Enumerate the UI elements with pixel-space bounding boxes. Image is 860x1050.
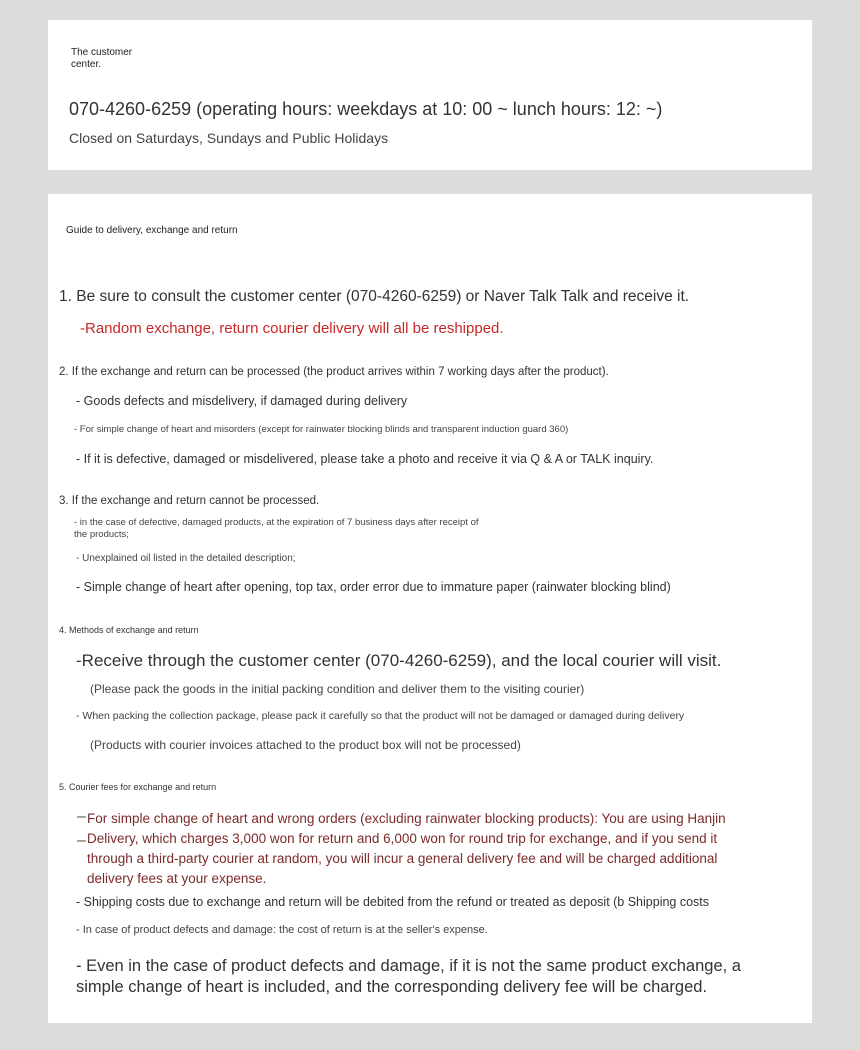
bullet-dash-2: –: [77, 832, 86, 849]
section-4-main: -Receive through the customer center (070-4260-6259), and the local courier will visit.: [76, 651, 722, 670]
section-1-note: -Random exchange, return courier delivery will all be reshipped.: [80, 320, 504, 337]
section-3-item-1-line-1: - in the case of defective, damaged products, at the expiration of 7 business days after receipt of: [74, 517, 479, 528]
section-5-heading: 5. Courier fees for exchange and return: [59, 782, 217, 792]
section-5-paragraph-line-1: For simple change of heart and wrong orders (excluding rainwater blocking products): You are using Hanjin: [87, 811, 726, 826]
section-5-final-line-2: simple change of heart is included, and the corresponding delivery fee will be charged.: [76, 978, 708, 996]
section-5-final: [76, 956, 741, 998]
section-5-paragraph-line-2: Delivery, which charges 3,000 won for return and 6,000 won for round trip for exchange, and if you send it: [87, 831, 718, 846]
customer-center-heading: [71, 47, 132, 71]
heading-line-2: center.: [71, 59, 102, 70]
section-1-main: 1. Be sure to consult the customer center (070-4260-6259) or Naver Talk Talk and receive it.: [59, 288, 690, 305]
bullet-dash-1: –: [77, 808, 86, 825]
section-5-item-1: - Shipping costs due to exchange and return will be debited from the refund or treated as deposit (b Shipping costs: [76, 895, 710, 909]
section-4-item: - When packing the collection package, please pack it carefully so that the product will not be damaged or damaged during delivery: [76, 710, 685, 722]
section-3-item-3: - Simple change of heart after opening, top tax, order error due to immature paper (rainwater blocking blind): [76, 580, 671, 594]
section-3-item-2: - Unexplained oil listed in the detailed description;: [76, 553, 296, 564]
section-4-heading: 4. Methods of exchange and return: [59, 625, 199, 635]
closed-days-text: Closed on Saturdays, Sundays and Public Holidays: [69, 130, 389, 146]
section-4-note-2: (Products with courier invoices attached to the product box will not be processed): [90, 738, 521, 752]
section-5-paragraph: [87, 809, 726, 889]
phone-hours-text: 070-4260-6259 (operating hours: weekdays at 10: 00 ~ lunch hours: 12: ~): [69, 99, 663, 119]
section-2-item-1: - Goods defects and misdelivery, if damaged during delivery: [76, 394, 408, 408]
section-3-item-1: [74, 517, 479, 541]
section-3-heading: 3. If the exchange and return cannot be processed.: [59, 495, 320, 507]
guide-title: Guide to delivery, exchange and return: [66, 225, 238, 236]
delivery-guide-card: [48, 194, 812, 1023]
section-2-heading: 2. If the exchange and return can be processed (the product arrives within 7 working days after the product).: [59, 366, 609, 378]
section-3-item-1-line-2: the products;: [74, 529, 129, 540]
heading-line-1: The customer: [71, 47, 133, 58]
section-4-note-1: (Please pack the goods in the initial packing condition and deliver them to the visiting courier): [90, 682, 585, 696]
section-5-paragraph-line-3: through a third-party courier at random, you will incur a general delivery fee and will be charged additional: [87, 851, 718, 866]
section-5-item-2: - In case of product defects and damage: the cost of return is at the seller's expense.: [76, 924, 488, 936]
section-2-item-2: - For simple change of heart and misorders (except for rainwater blocking blinds and transparent induction guard 360): [74, 424, 569, 435]
section-5-paragraph-line-4: delivery fees at your expense.: [87, 871, 267, 886]
section-5-final-line-1: - Even in the case of product defects and damage, if it is not the same product exchange, a: [76, 957, 741, 975]
customer-center-card: [48, 20, 812, 170]
section-2-item-3: - If it is defective, damaged or misdelivered, please take a photo and receive it via Q & A or TALK inquiry.: [76, 452, 654, 466]
